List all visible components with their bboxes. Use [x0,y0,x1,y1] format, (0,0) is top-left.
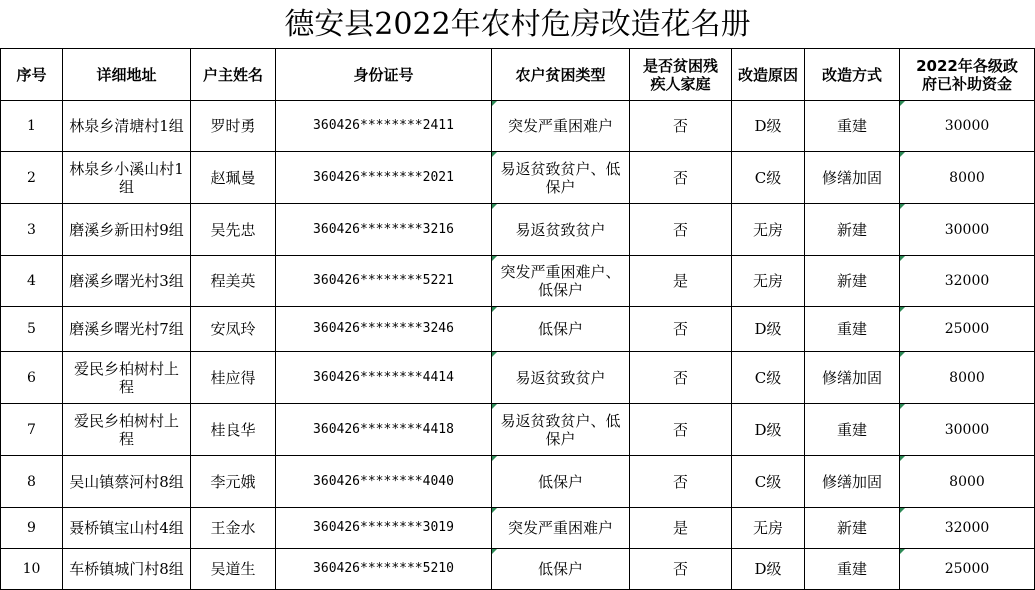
cell-seq: 9 [1,508,63,549]
cell-id: 360426********2411 [276,101,492,152]
cell-method: 新建 [805,204,900,256]
cell-poverty-type: 低保户 [492,456,630,508]
cell-poverty-type: 易返贫致贫户 [492,352,630,404]
cell-poverty-type: 低保户 [492,307,630,352]
cell-seq: 7 [1,404,63,456]
cell-name: 李元娥 [191,456,276,508]
cell-seq: 10 [1,549,63,590]
cell-disabled-family: 否 [630,204,732,256]
table-row [1,152,1035,204]
table-row [1,352,1035,404]
cell-method: 修缮加固 [805,152,900,204]
cell-seq: 3 [1,204,63,256]
cell-name: 安凤玲 [191,307,276,352]
cell-reason: D级 [732,307,805,352]
cell-id: 360426********2021 [276,152,492,204]
cell-seq: 6 [1,352,63,404]
cell-subsidy: 25000 [900,307,1035,352]
cell-poverty-type: 易返贫致贫户、低保户 [492,404,630,456]
cell-address: 爱民乡柏树村上程 [63,404,191,456]
cell-address: 磨溪乡曙光村3组 [63,256,191,307]
cell-subsidy: 32000 [900,508,1035,549]
cell-id: 360426********3246 [276,307,492,352]
table-row [1,256,1035,307]
cell-method: 新建 [805,256,900,307]
header-method: 改造方式 [805,49,900,101]
header-id: 身份证号 [276,49,492,101]
cell-seq: 8 [1,456,63,508]
cell-disabled-family: 是 [630,256,732,307]
cell-id: 360426********3216 [276,204,492,256]
table-row [1,101,1035,152]
cell-poverty-type: 突发严重困难户、低保户 [492,256,630,307]
cell-id: 360426********4040 [276,456,492,508]
header-poverty-type: 农户贫困类型 [492,49,630,101]
cell-seq: 2 [1,152,63,204]
cell-reason: C级 [732,456,805,508]
cell-reason: C级 [732,152,805,204]
cell-disabled-family: 否 [630,404,732,456]
table-row [1,456,1035,508]
cell-name: 罗时勇 [191,101,276,152]
cell-address: 磨溪乡曙光村7组 [63,307,191,352]
header-reason: 改造原因 [732,49,805,101]
cell-subsidy: 32000 [900,256,1035,307]
cell-method: 重建 [805,101,900,152]
table-row [1,404,1035,456]
cell-subsidy: 30000 [900,204,1035,256]
cell-seq: 1 [1,101,63,152]
table-row [1,307,1035,352]
page-title: 德安县2022年农村危房改造花名册 [284,7,751,42]
header-seq: 序号 [1,49,63,101]
cell-address: 林泉乡小溪山村1组 [63,152,191,204]
cell-method: 新建 [805,508,900,549]
cell-method: 重建 [805,307,900,352]
cell-reason: 无房 [732,256,805,307]
cell-disabled-family: 否 [630,101,732,152]
cell-subsidy: 8000 [900,352,1035,404]
cell-seq: 4 [1,256,63,307]
table-row [1,204,1035,256]
cell-subsidy: 8000 [900,152,1035,204]
cell-method: 重建 [805,549,900,590]
table-row [1,508,1035,549]
cell-reason: 无房 [732,204,805,256]
cell-address: 吴山镇蔡河村8组 [63,456,191,508]
cell-disabled-family: 否 [630,152,732,204]
header-row [1,49,1035,101]
cell-subsidy: 30000 [900,101,1035,152]
cell-method: 修缮加固 [805,456,900,508]
cell-poverty-type: 低保户 [492,549,630,590]
header-name: 户主姓名 [191,49,276,101]
cell-method: 重建 [805,404,900,456]
cell-id: 360426********5210 [276,549,492,590]
cell-disabled-family: 否 [630,456,732,508]
cell-disabled-family: 否 [630,307,732,352]
cell-id: 360426********4418 [276,404,492,456]
cell-reason: D级 [732,549,805,590]
cell-name: 吴道生 [191,549,276,590]
cell-name: 桂应得 [191,352,276,404]
cell-subsidy: 25000 [900,549,1035,590]
cell-poverty-type: 突发严重困难户 [492,508,630,549]
cell-reason: D级 [732,404,805,456]
cell-poverty-type: 突发严重困难户 [492,101,630,152]
cell-reason: D级 [732,101,805,152]
cell-id: 360426********3019 [276,508,492,549]
cell-address: 爱民乡柏树村上程 [63,352,191,404]
data-table [0,48,1035,590]
cell-name: 吴先忠 [191,204,276,256]
cell-subsidy: 8000 [900,456,1035,508]
cell-disabled-family: 是 [630,508,732,549]
cell-disabled-family: 否 [630,352,732,404]
cell-subsidy: 30000 [900,404,1035,456]
cell-id: 360426********5221 [276,256,492,307]
cell-address: 磨溪乡新田村9组 [63,204,191,256]
table-row [1,549,1035,590]
header-address: 详细地址 [63,49,191,101]
cell-address: 车桥镇城门村8组 [63,549,191,590]
cell-name: 桂良华 [191,404,276,456]
cell-disabled-family: 否 [630,549,732,590]
cell-id: 360426********4414 [276,352,492,404]
header-disabled-family: 是否贫困残疾人家庭 [630,49,732,101]
cell-reason: 无房 [732,508,805,549]
cell-seq: 5 [1,307,63,352]
cell-name: 程美英 [191,256,276,307]
cell-poverty-type: 易返贫致贫户、低保户 [492,152,630,204]
cell-reason: C级 [732,352,805,404]
cell-address: 聂桥镇宝山村4组 [63,508,191,549]
cell-name: 王金水 [191,508,276,549]
cell-address: 林泉乡清塘村1组 [63,101,191,152]
cell-poverty-type: 易返贫致贫户 [492,204,630,256]
cell-name: 赵珮曼 [191,152,276,204]
cell-method: 修缮加固 [805,352,900,404]
header-subsidy: 2022年各级政府已补助资金 [900,49,1035,101]
